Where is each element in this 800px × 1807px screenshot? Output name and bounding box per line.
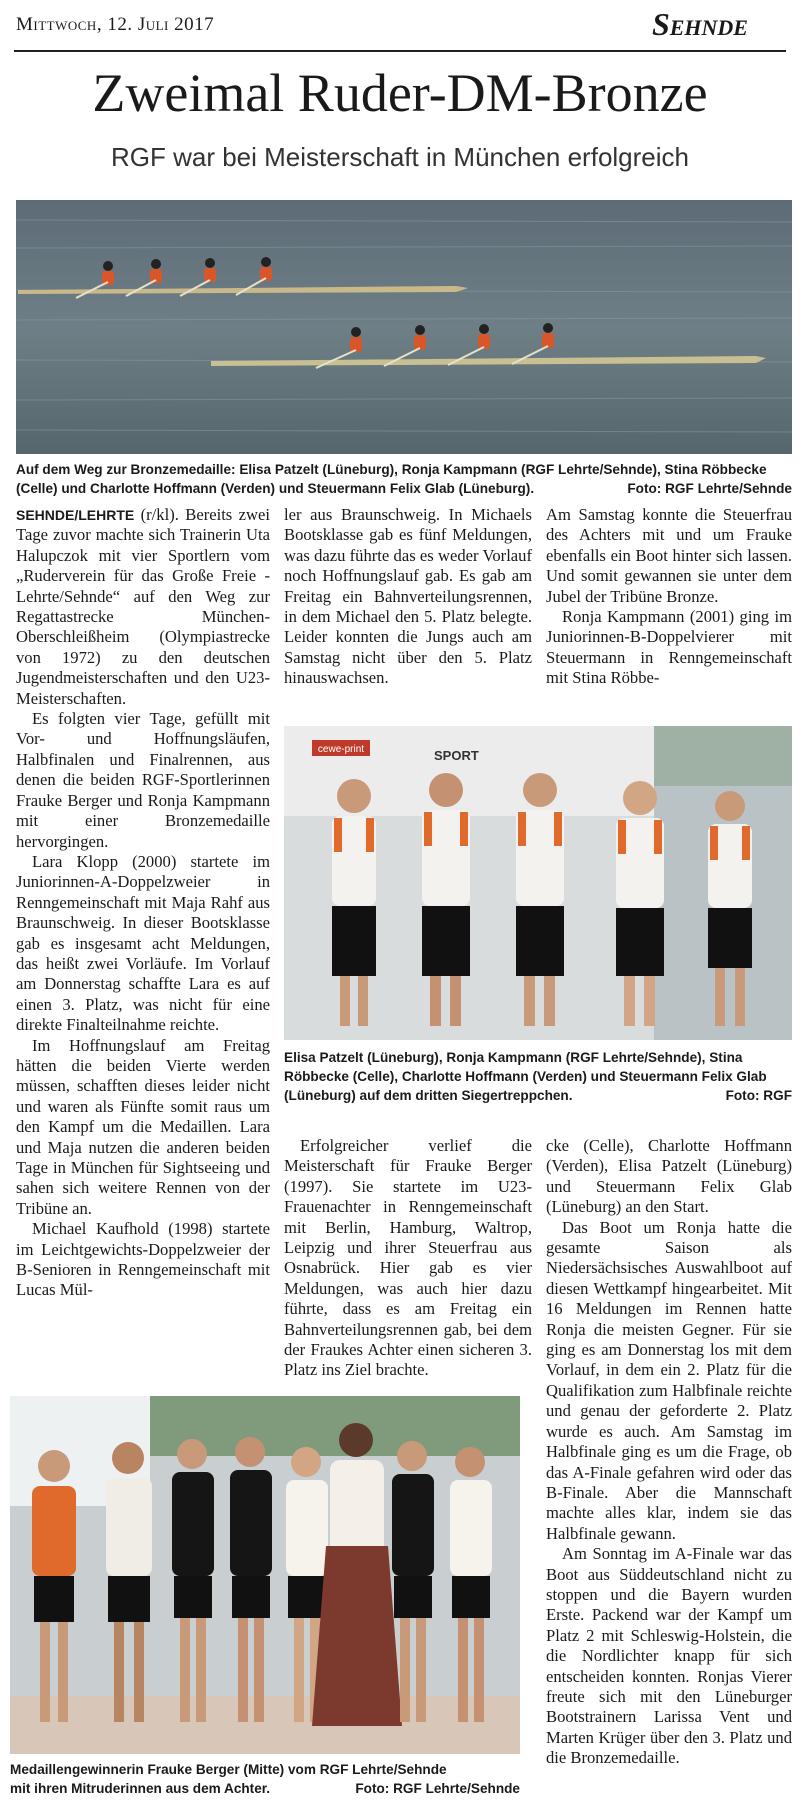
article-paragraph (16, 505, 270, 709)
header-rule (14, 50, 786, 52)
article-paragraph: Michael Kaufhold (1998) startete im Leichtgewichts-Doppelzweier der B-Senioren in Renngemeinschaft mit Lucas Mül- (16, 1219, 270, 1300)
photo-two-caption (284, 1048, 792, 1105)
photo-one-caption (16, 460, 792, 498)
issue-date: Mittwoch, 12. Juli 2017 (16, 14, 215, 35)
rowing-photo (16, 200, 792, 454)
article-byline-author: (r/kl). (140, 505, 179, 524)
photo-three-caption-line-1: Medaillengewinnerin Frauke Berger (Mitte) vom RGF Lehrte/Sehnde (10, 1762, 447, 1777)
article-paragraph: Am Sonntag im A-Finale war das Boot aus Süddeutschland nicht zu stoppen und die Bayern wurden Erste. Packend war der Kampf um Platz 2 mit Schleswig-Holstein, die die Nordlichter knapp für sich entscheiden konnten. Ronjas Vierer freute sich mit den Lüneburger Bootstrainern Larissa Vent und Marten Krüger über den 3. Platz und die Bronzemedaille. (546, 1544, 792, 1768)
article-paragraph: Das Boot um Ronja hatte die gesamte Saison als Niedersächsisches Auswahlboot auf diesen Wettkampf hingearbeitet. Mit 16 Meldungen im Rennen hatte Ronja die meisten Gegner. Für sie ging es am Donnerstag los mit dem Vorlauf, in dem ein 2. Platz für die Qualifikation zum Halbfinale reichte und genau der geforderte 2. Platz wurde es auch. Am Samstag im Halbfinale ging es um die Frage, ob das A-Finale gefahren wird oder das B-Finale. Aber die Mannschaft machte alles klar, indem sie das Halbfinale gewann. (546, 1217, 792, 1543)
article-column-3-bottom (546, 1136, 792, 1769)
photo-two-caption-text: Elisa Patzelt (Lüneburg), Ronja Kampmann (RGF Lehrte/Sehnde), Stina Röbbecke (Celle), Charlotte Hoffmann (Verden) und Steuermann Felix Glab (Lüneburg) auf dem dritten Siegertreppchen. (284, 1050, 767, 1103)
ceremony-photo-image (10, 1396, 520, 1754)
article-column-2-bottom (284, 1136, 532, 1381)
photo-three-caption-line-2: mit ihren Mitruderinnen aus dem Achter. (10, 1781, 271, 1796)
banner-sport-text: SPORT (434, 748, 479, 763)
article-column-2-top (284, 505, 532, 689)
headline: Zweimal Ruder-DM-Bronze (92, 63, 708, 123)
banner-logo-text: cewe-print (317, 744, 365, 755)
ceremony-photo (10, 1396, 520, 1754)
subheadline: RGF war bei Meisterschaft in München erfolgreich (110, 142, 689, 172)
article-paragraph: Erfolgreicher verlief die Meisterschaft für Frauke Berger (1997). Sie startete im U23-Frauenachter in Renngemeinschaft mit Berlin, Hamburg, Waltrop, Leipzig und ihrer Steuerfrau aus Osnabrück. Hier gab es vier Meldungen, was auch hier dazu führte, dass es am Freitag ein Bahnverteilungsrennen gab, bei dem der Fraukes Achter einen sicheren 3. Platz ins Ziel brachte. (284, 1136, 532, 1380)
photo-one-credit: Foto: RGF Lehrte/Sehnde (627, 481, 792, 496)
article-paragraph: cke (Celle), Charlotte Hoffmann (Verden), Elisa Patzelt (Lüneburg) und Steuermann Felix Glab (Lüneburg) an den Start. (546, 1136, 792, 1217)
article-paragraph-text: Bereits zwei Tage zuvor machte sich Trainerin Uta Halupczok mit vier Sportlern vom „Ruderverein für das Große Freie - Lehrte/Sehnde“ auf den Weg zur Regattastrecke München-Oberschleißheim (Olympiastrecke von 1972) zu den deutschen Jugendmeisterschaften und den U23-Meisterschaften. (16, 505, 270, 708)
article-paragraph: Ronja Kampmann (2001) ging im Juniorinnen-B-Doppelvierer mit Steuermann in Renngemeinschaft mit Stina Röbbe- (546, 607, 792, 688)
photo-three-credit: Foto: RGF Lehrte/Sehnde (355, 1781, 520, 1796)
article-paragraph: Es folgten vier Tage, gefüllt mit Vor- und Hoffnungsläufen, Halbfinalen und Finalrennen, aus denen die beiden RGF-Sportlerinnen Frauke Berger und Ronja Kampmann mit einer Bronzemedaille hervorgingen. (16, 709, 270, 851)
article-paragraph: Lara Klopp (2000) startete im Juniorinnen-A-Doppelzweier in Renngemeinschaft mit Maja Rahf aus Braunschweig. In dieser Bootsklasse gab es insgesamt acht Meldungen, das heißt zwei Vorläufe. Im Vorlauf am Donnerstag schaffte Lara es auf einen 3. Platz, was nicht für eine direkte Finalteilnahme reichte. (16, 851, 270, 1035)
article-byline: SEHNDE/LEHRTE (16, 507, 135, 523)
article-column-1 (16, 505, 270, 1301)
rowing-photo-image (16, 200, 792, 454)
photo-two-credit: Foto: RGF (725, 1088, 792, 1103)
section-title: Sehnde (651, 6, 748, 42)
podium-photo-image (284, 726, 792, 1040)
article-paragraph: Im Hoffnungslauf am Freitag hätten die beiden Vierte werden müssen, schafften dieses leider nicht und waren als Fünfte somit raus um den Kampf um die Medaillen. Lara und Maja nutzen die anderen beiden Tage in München für Sightseeing und sahen sich weitere Rennen von der Tribüne an. (16, 1035, 270, 1218)
photo-three-caption (10, 1760, 520, 1798)
photo-one-caption-text: Auf dem Weg zur Bronzemedaille: Elisa Patzelt (Lüneburg), Ronja Kampmann (RGF Lehrte/Sehnde), Stina Röbbecke (Celle) und Charlotte Hoffmann (Verden) und Steuermann Felix Glab (Lüneburg). (16, 462, 767, 496)
article-paragraph: ler aus Braunschweig. In Michaels Bootsklasse gab es fünf Meldungen, was dazu führte das es weder Vorlauf noch Hoffnungslauf gab. Es gab am Freitag ein Bahnverteilungsrennen, in dem Michael den 5. Platz belegte. Leider konnten die Jungs auch am Samstag nicht über den 5. Platz hinauswachsen. (284, 505, 532, 688)
article-paragraph: Am Samstag konnte die Steuerfrau des Achters mit und um Frauke ebenfalls ein Boot hinter sich lassen. Und somit gewannen sie unter dem Jubel der Tribüne Bronze. (546, 505, 792, 606)
article-column-3-top (546, 505, 792, 689)
podium-photo (284, 726, 792, 1040)
